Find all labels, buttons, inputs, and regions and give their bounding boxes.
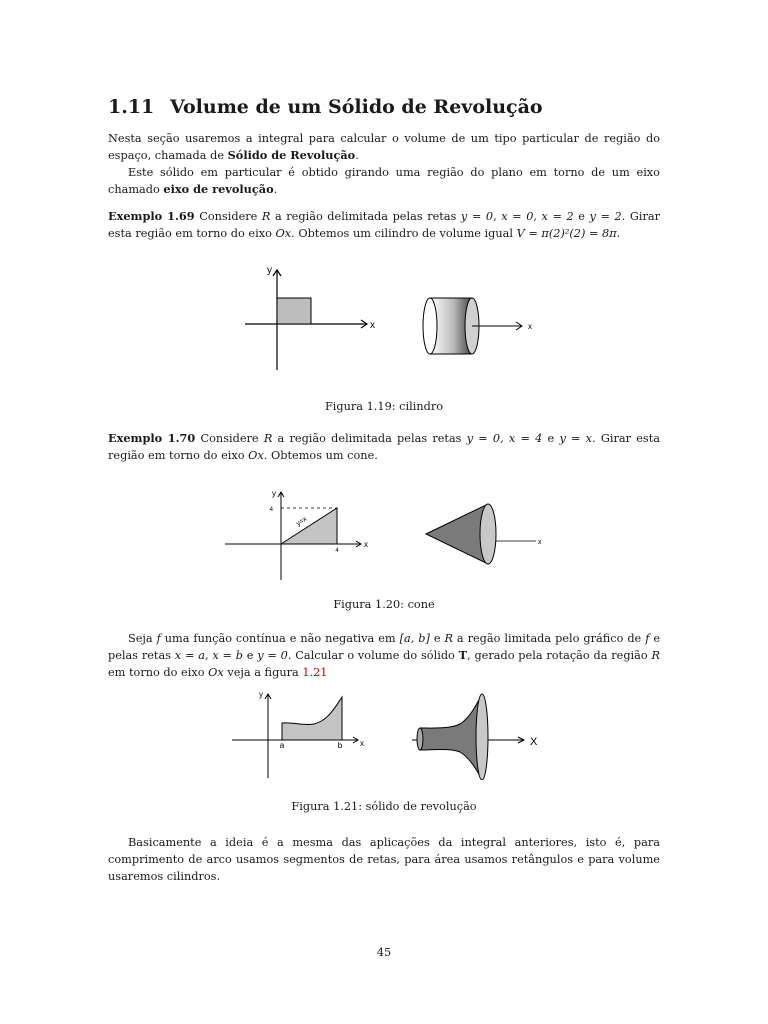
- figure-1-21-solid-of-revolution: [228, 688, 548, 780]
- text: e: [573, 210, 590, 223]
- triangle-region: [281, 508, 337, 544]
- figure-1-20-cone: [220, 484, 560, 584]
- x-label: x: [528, 322, 532, 331]
- math-bold: T: [458, 648, 468, 662]
- figure-caption: Figura 1.19: cilindro: [324, 400, 444, 413]
- math: Ox: [208, 666, 224, 679]
- intro-paragraph-2: [108, 164, 660, 198]
- y-label: y: [267, 265, 272, 276]
- bold-term: Sólido de Revolução: [227, 148, 356, 162]
- math: R: [444, 632, 453, 645]
- text: Considere: [194, 210, 262, 223]
- text: e: [242, 649, 258, 662]
- text: a região delimitada pelas retas: [272, 432, 467, 445]
- text: em torno do eixo: [108, 666, 209, 679]
- figure-caption: Figura 1.20: cone: [333, 598, 435, 611]
- tick-b-label: b: [337, 741, 343, 750]
- math: x = a, x = b: [174, 649, 243, 662]
- text: Considere: [195, 432, 264, 445]
- cone-body: [426, 504, 488, 564]
- text: Seja: [128, 632, 157, 645]
- section-heading: Volume de um Sólido de Revolução: [170, 96, 543, 118]
- math: [a, b]: [399, 632, 430, 645]
- text: Nesta seção usaremos a integral para calcular o volume de um tipo particular de região do espaço, chamada de: [108, 132, 660, 162]
- text: e pelas retas: [108, 632, 660, 662]
- text: , gerado pela rotação da região: [467, 649, 652, 662]
- example-1-69: [108, 208, 660, 242]
- paragraph-solid-definition: [108, 630, 660, 681]
- text: e: [429, 632, 445, 645]
- example-1-70: [108, 430, 660, 464]
- y-label: y: [259, 690, 263, 699]
- text: . Obtemos um cone.: [263, 449, 378, 462]
- math: R: [263, 432, 273, 445]
- text: Este sólido em particular é obtido girando uma região do plano em torno de um eixo chamado: [108, 166, 660, 196]
- text: .: [273, 183, 278, 196]
- math: y = 0, x = 0, x = 2: [460, 210, 574, 223]
- x-label: x: [364, 540, 368, 549]
- text: . Obtemos um cilindro de volume igual: [291, 227, 517, 240]
- text: a região delimitada pelas retas: [270, 210, 461, 223]
- line-label: y=x: [295, 515, 309, 528]
- solid-body: [420, 694, 482, 780]
- math: y = x: [559, 432, 593, 445]
- intro-paragraph-1: [108, 130, 660, 164]
- math: y = 0, x = 4: [466, 432, 543, 445]
- example-label: Exemplo 1.70: [108, 431, 196, 445]
- math: f: [156, 632, 161, 645]
- cylinder-left-face: [423, 298, 437, 354]
- text: uma função contínua e não negativa em: [160, 632, 400, 645]
- example-label: Exemplo 1.69: [108, 209, 195, 223]
- math: y = 0: [257, 649, 288, 662]
- text: .: [355, 149, 359, 162]
- text: . Calcular o volume do sólido: [287, 649, 459, 662]
- text: e: [542, 432, 560, 445]
- region-rectangle: [277, 298, 311, 324]
- y-tick-label: 4: [269, 507, 273, 513]
- text: veja a figura: [223, 666, 303, 679]
- text: a regão limitada pelo gráfico de: [452, 632, 646, 645]
- solid-right-face: [476, 694, 488, 780]
- text: . Girar esta região em torno do eixo: [108, 210, 660, 240]
- cone-base: [480, 504, 496, 564]
- math: Ox: [248, 449, 264, 462]
- tick-a-label: a: [279, 741, 285, 750]
- section-title: [108, 96, 543, 118]
- text: .: [616, 227, 621, 240]
- paragraph-basic-idea: Basicamente a ideia é a mesma das aplicações da integral anteriores, isto é, para comprimento de arco usamos segmentos de retas, para área usamos retângulos e para volume usaremos cilindros.: [108, 836, 660, 883]
- figure-caption: Figura 1.21: sólido de revolução: [291, 800, 477, 813]
- bold-term: eixo de revolução: [163, 182, 274, 196]
- region-under-curve: [282, 697, 342, 740]
- x-label: x: [370, 320, 375, 331]
- x-label: x: [360, 739, 364, 748]
- section-number: 1.11: [108, 96, 155, 118]
- math: R: [261, 210, 271, 223]
- math: V = π(2)²(2) = 8π: [516, 227, 617, 240]
- solid-left-face: [417, 728, 423, 750]
- page-number: 45: [376, 946, 392, 959]
- math: R: [651, 649, 661, 662]
- figure-1-19-cylinder: [230, 262, 550, 372]
- y-label: y: [272, 489, 276, 498]
- math: Ox: [275, 227, 292, 240]
- x-tick-label: 4: [335, 548, 339, 554]
- figure-reference-link[interactable]: 1.21: [302, 666, 328, 679]
- x-label: X: [530, 736, 538, 748]
- text: . Girar esta região em torno do eixo: [108, 432, 660, 462]
- math: y = 2: [589, 210, 622, 223]
- math: f: [645, 632, 650, 645]
- x-label: x: [538, 539, 542, 546]
